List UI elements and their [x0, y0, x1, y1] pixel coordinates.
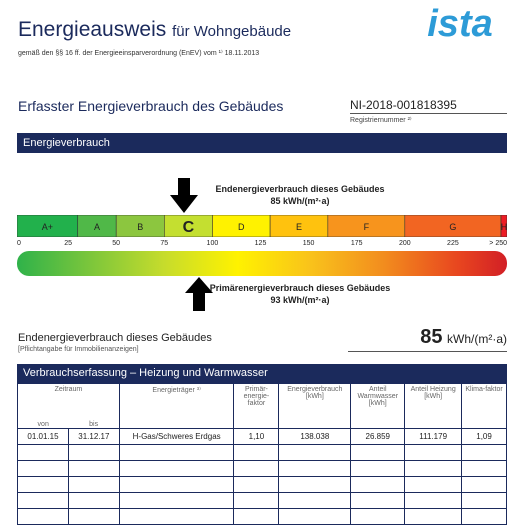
title-main: Energieausweis	[18, 18, 167, 41]
ista-logo	[414, 4, 506, 44]
end-energy-value: 85	[420, 326, 443, 348]
end-energy-label-line1: Endenergieverbrauch dieses Gebäudes	[215, 184, 385, 194]
table-cell	[405, 509, 462, 525]
cell-heizung: 111.179	[405, 429, 462, 445]
title-sub: für Wohngebäude	[172, 23, 292, 40]
document-title	[18, 18, 291, 42]
consumption-table-header: Verbrauchserfassung – Heizung und Warmwasser	[17, 364, 507, 383]
class-label-g: G	[449, 222, 457, 232]
class-label-h: H	[500, 222, 507, 232]
col-energieverbrauch: Energieverbrauch [kWh]	[279, 384, 351, 429]
table-cell	[351, 461, 405, 477]
section-title: Erfasster Energieverbrauch des Gebäudes	[18, 98, 284, 114]
primary-energy-label-line1: Primärenergieverbrauch dieses Gebäudes	[209, 283, 391, 293]
table-cell	[234, 493, 279, 509]
end-energy-arrow-icon	[170, 178, 198, 213]
class-label-a-plus: A+	[41, 222, 53, 232]
energy-scale-ticks	[17, 240, 507, 250]
table-cell	[279, 509, 351, 525]
col-warmwasser: Anteil Warmwasser [kWh]	[351, 384, 405, 429]
table-row	[18, 477, 507, 493]
table-cell	[351, 477, 405, 493]
table-cell	[119, 493, 234, 509]
table-cell	[234, 477, 279, 493]
end-energy-summary-label: Endenergieverbrauch dieses Gebäudes	[18, 332, 212, 344]
cell-energietraeger: H-Gas/Schweres Erdgas	[119, 429, 234, 445]
table-cell	[351, 493, 405, 509]
col-zeitraum-label: Zeitraum	[54, 386, 83, 393]
tick-label: 225	[447, 240, 459, 247]
class-label-b: B	[137, 222, 144, 232]
table-cell	[119, 477, 234, 493]
end-energy-summary-value	[348, 326, 507, 352]
table-cell	[279, 493, 351, 509]
tick-label: 25	[64, 240, 72, 247]
consumption-table	[17, 383, 507, 525]
table-cell	[18, 477, 69, 493]
col-primaerenergiefaktor: Primär-energie-faktor	[234, 384, 279, 429]
table-row	[18, 509, 507, 525]
zeitraum-subheaders	[18, 421, 119, 428]
table-cell	[279, 477, 351, 493]
table-cell	[462, 445, 507, 461]
primary-energy-label	[150, 282, 450, 306]
table-cell	[119, 461, 234, 477]
table-cell	[351, 509, 405, 525]
table-cell	[462, 493, 507, 509]
cell-klimafaktor: 1,09	[462, 429, 507, 445]
table-row	[18, 493, 507, 509]
primary-energy-label-line2: 93 kWh/(m²·a)	[270, 295, 330, 305]
end-energy-summary-note: [Pflichtangabe für Immobilienanzeigen]	[18, 346, 139, 353]
table-cell	[68, 461, 119, 477]
registration-number: NI-2018-001818395	[350, 98, 507, 114]
table-row	[18, 445, 507, 461]
cell-primaerfaktor: 1,10	[234, 429, 279, 445]
tick-label: 150	[302, 240, 315, 247]
table-cell	[279, 461, 351, 477]
tick-label: 75	[160, 240, 169, 247]
table-cell	[18, 461, 69, 477]
table-cell	[234, 509, 279, 525]
table-cell	[18, 493, 69, 509]
cell-bis: 31.12.17	[68, 429, 119, 445]
logo-text: ista	[427, 4, 493, 44]
col-von: von	[37, 421, 49, 428]
col-zeitraum	[18, 384, 120, 429]
table-cell	[119, 445, 234, 461]
registration-label: Registriernummer ²⁾	[350, 117, 412, 124]
legal-reference: gemäß den §§ 16 ff. der Energieeinsparverordnung (EnEV) vom ¹⁾ 18.11.2013	[18, 50, 260, 57]
cell-von: 01.01.15	[18, 429, 69, 445]
table-cell	[405, 477, 462, 493]
end-energy-unit: kWh/(m²·a)	[447, 332, 507, 346]
table-cell	[68, 493, 119, 509]
table-cell	[119, 509, 234, 525]
table-cell	[68, 477, 119, 493]
energy-section-header: Energieverbrauch	[17, 133, 507, 153]
col-bis: bis	[89, 421, 99, 428]
class-label-a: A	[93, 222, 100, 232]
table-cell	[462, 509, 507, 525]
cell-warmwasser: 26.859	[351, 429, 405, 445]
cell-energieverbrauch: 138.038	[279, 429, 351, 445]
table-cell	[18, 445, 69, 461]
table-cell	[18, 509, 69, 525]
table-cell	[68, 445, 119, 461]
tick-label: 200	[398, 240, 411, 247]
tick-label: 100	[206, 240, 219, 247]
table-row	[18, 429, 507, 445]
end-energy-label-line2: 85 kWh/(m²·a)	[270, 196, 330, 206]
table-cell	[279, 445, 351, 461]
col-energietraeger: Energieträger ³⁾	[119, 384, 234, 429]
class-label-c: C	[182, 219, 195, 236]
table-cell	[405, 461, 462, 477]
tick-label: 50	[112, 240, 121, 247]
table-cell	[234, 445, 279, 461]
col-klimafaktor: Klima-faktor	[465, 386, 503, 393]
energy-class-scale	[17, 215, 507, 237]
table-header-row	[18, 384, 507, 429]
table-cell	[68, 509, 119, 525]
tick-label: > 250	[489, 240, 507, 247]
class-label-e: E	[295, 222, 302, 232]
table-cell	[234, 461, 279, 477]
table-row	[18, 461, 507, 477]
tick-label: 0	[17, 240, 21, 247]
tick-label: 175	[350, 240, 363, 247]
class-label-d: D	[238, 222, 245, 232]
class-label-f: F	[363, 222, 370, 232]
energy-gradient-bar	[17, 251, 507, 276]
tick-label: 125	[254, 240, 267, 247]
col-heizung: Anteil Heizung [kWh]	[405, 384, 462, 429]
table-cell	[462, 461, 507, 477]
table-cell	[351, 445, 405, 461]
table-cell	[462, 477, 507, 493]
table-cell	[405, 445, 462, 461]
table-cell	[405, 493, 462, 509]
